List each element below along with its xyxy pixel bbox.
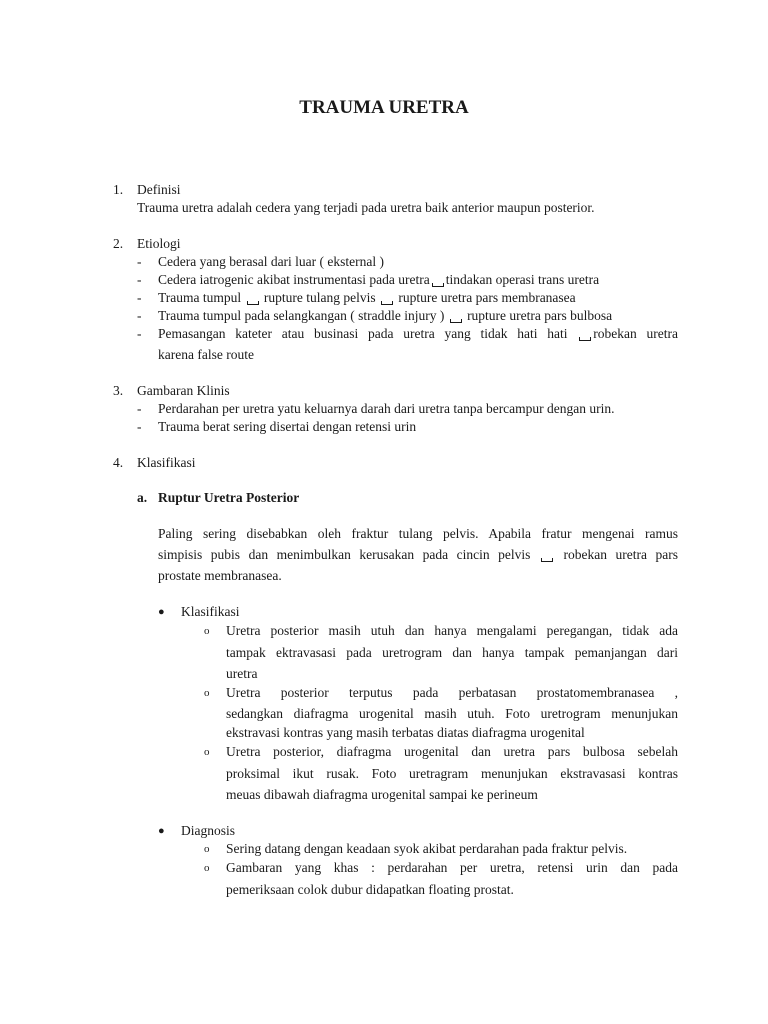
etiologi-item-2-part-1: Cedera iatrogenic akibat instrumentasi pada uretra [158, 272, 430, 287]
section-heading-etiologi: Etiologi [137, 236, 181, 251]
arrow-icon [432, 283, 444, 287]
etiologi-item-4-part-2: rupture uretra pars bulbosa [467, 308, 613, 323]
arrow-icon [579, 337, 591, 341]
arrow-icon [450, 319, 462, 323]
bullet-heading-klasifikasi: Klasifikasi [181, 604, 240, 619]
diagnosis-item-2-line-1: Gambaran yang khas : perdarahan per uretra, retensi urin dan pada [226, 860, 678, 875]
document-title: TRAUMA URETRA [299, 97, 469, 118]
subsection-label-a: a. [137, 490, 148, 505]
klasifikasi-item-1-line-3: uretra [226, 666, 258, 681]
diagnosis-item-1: Sering datang dengan keadaan syok akibat perdarahan pada fraktur pelvis. [226, 841, 628, 856]
klasifikasi-item-1-line-1: Uretra posterior masih utuh dan hanya mengalami peregangan, tidak ada [226, 623, 678, 638]
section-number-2: 2. [113, 236, 124, 251]
section-heading-klasifikasi: Klasifikasi [137, 455, 196, 470]
paragraph-line-2-part-1: simpisis pubis dan menimbulkan kerusakan pada cincin pelvis [158, 547, 531, 562]
klasifikasi-item-3-line-2: proksimal ikut rusak. Foto uretragram menunjukan ekstravasasi kontras [226, 766, 678, 781]
section-heading-gambaran-klinis: Gambaran Klinis [137, 383, 230, 398]
klasifikasi-item-2-line-2: sedangkan diafragma urogenital masih utuh. Foto uretrogram menunjukan [226, 706, 678, 721]
circle-bullet-icon: o [204, 843, 210, 855]
etiologi-item-4 [158, 307, 612, 325]
list-dash: - [137, 401, 142, 416]
definisi-text: Trauma uretra adalah cedera yang terjadi pada uretra baik anterior maupun posterior. [137, 200, 595, 215]
section-number-1: 1. [113, 182, 124, 197]
etiologi-item-1: Cedera yang berasal dari luar ( eksternal ) [158, 254, 385, 269]
section-number-3: 3. [113, 383, 124, 398]
circle-bullet-icon: o [204, 625, 210, 637]
circle-bullet-icon: o [204, 862, 210, 874]
paragraph-line-3: prostate membranasea. [158, 568, 282, 583]
etiologi-item-5-part-2: robekan uretra [593, 326, 678, 341]
paragraph-line-1: Paling sering disebabkan oleh fraktur tulang pelvis. Apabila fratur mengenai ramus [158, 526, 678, 541]
bullet-icon: ● [158, 606, 165, 618]
paragraph-line-2 [158, 546, 678, 564]
arrow-icon [247, 301, 259, 305]
etiologi-item-5-part-1: Pemasangan kateter atau businasi pada uretra yang tidak hati hati [158, 326, 568, 341]
klasifikasi-item-3-line-1: Uretra posterior, diafragma urogenital dan uretra pars bulbosa sebelah [226, 744, 678, 759]
klasifikasi-item-3-line-3: meuas dibawah diafragma urogenital sampai ke perineum [226, 787, 538, 802]
list-dash: - [137, 326, 142, 341]
etiologi-item-2 [158, 271, 599, 289]
list-dash: - [137, 308, 142, 323]
list-dash: - [137, 254, 142, 269]
bullet-icon: ● [158, 825, 165, 837]
subsection-heading-ruptur-uretra-posterior: Ruptur Uretra Posterior [158, 490, 300, 505]
etiologi-item-5-line-1 [158, 325, 678, 343]
arrow-icon [381, 301, 393, 305]
etiologi-item-3-part-2: rupture tulang pelvis [263, 290, 376, 305]
klasifikasi-item-1-line-2: tampak ektravasasi pada uretrogram dan hanya tampak pemanjangan dari [226, 645, 678, 660]
section-heading-definisi: Definisi [137, 182, 181, 197]
diagnosis-item-2-line-2: pemeriksaan colok dubur didapatkan floating prostat. [226, 882, 514, 897]
etiologi-item-3-part-3: rupture uretra pars membranasea [398, 290, 576, 305]
bullet-heading-diagnosis: Diagnosis [181, 823, 235, 838]
section-number-4: 4. [113, 455, 124, 470]
paragraph-line-2-part-2: robekan uretra pars [563, 547, 678, 562]
arrow-icon [541, 558, 553, 562]
circle-bullet-icon: o [204, 687, 210, 699]
list-dash: - [137, 272, 142, 287]
list-dash: - [137, 419, 142, 434]
klasifikasi-item-2-line-3: ekstravasi kontras yang masih terbatas diatas diafragma urogenital [226, 725, 585, 740]
list-dash: - [137, 290, 142, 305]
etiologi-item-4-part-1: Trauma tumpul pada selangkangan ( straddle injury ) [158, 308, 445, 323]
etiologi-item-3-part-1: Trauma tumpul [158, 290, 242, 305]
circle-bullet-icon: o [204, 746, 210, 758]
gambaran-item-2: Trauma berat sering disertai dengan retensi urin [158, 419, 417, 434]
etiologi-item-2-part-2: tindakan operasi trans uretra [445, 272, 600, 287]
gambaran-item-1: Perdarahan per uretra yatu keluarnya darah dari uretra tanpa bercampur dengan urin. [158, 401, 615, 416]
klasifikasi-item-2-line-1: Uretra posterior terputus pada perbatasan prostatomembranasea , [226, 685, 678, 700]
etiologi-item-5-line-2: karena false route [158, 347, 254, 362]
etiologi-item-3 [158, 289, 576, 307]
